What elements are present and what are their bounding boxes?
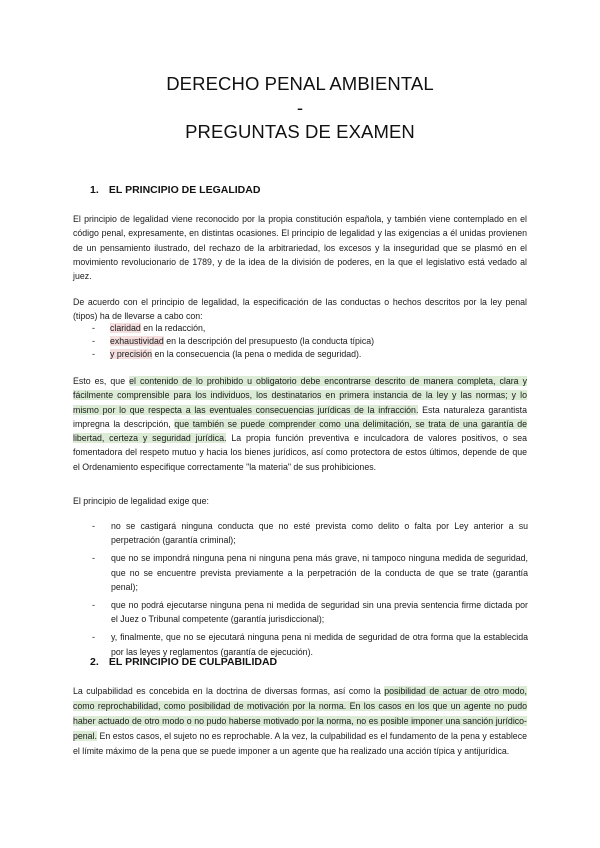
list-item: - que no podrá ejecutarse ninguna pena ni medida de seguridad sin una previa sentencia firme dictada por el Juez o Tribunal competente (garantía jurisdiccional); (92, 598, 528, 626)
list-item: - no se castigará ninguna conducta que no esté prevista como delito o falta por Ley anterior a su perpetración (garantía criminal); (92, 519, 528, 547)
highlight: posibilidad de actuar de otro modo, como reprochabilidad, como posibilidad de motivación por la norma. En los casos en los que un agente no pudo haber actuado de otro modo o no pudo haberse motivado por la norma, no es posible imponer una sanción jurídico-penal. (73, 686, 528, 741)
qualities-bullet-list (92, 322, 532, 361)
paragraph-text: La culpabilidad es concebida en la doctrina de diversas formas, así como la (73, 686, 385, 696)
highlight: que también se puede comprender como una delimitación, se trata de una garantía de libertad, certeza y seguridad jurídica. (73, 418, 527, 444)
list-item (92, 348, 532, 361)
paragraph-text: Esto es, que (73, 376, 130, 386)
section-1-paragraph-1: El principio de legalidad viene reconocido por la propia constitución española, y también viene contemplado en el código penal, expresamente, en distintas ocasiones. El principio de legalidad y las exigencias a él unidas provienen de un pensamiento ilustrado, del rechazo de la arbitrariedad, los excesos y la inseguridad que se plasmó en el movimiento revolucionario de 1789, y de la idea de la división de poderes, en la que el legislativo está vedado al juez. (73, 214, 527, 282)
section-2-heading (90, 656, 277, 668)
highlight: el contenido de lo prohibido u obligatorio debe encontrarse descrito de manera completa, clara y fácilmente comprensible para los individuos, los destinatarios en primera instancia de la ley y las normas; y lo mismo por lo que respecta a las eventuales consecuencias jurídicas de la infracción. (73, 376, 527, 415)
section-1-number: 1. (90, 184, 99, 196)
list-item-text: en la descripción del presupuesto (la conducta típica) (163, 336, 375, 346)
highlight: claridad (110, 323, 141, 333)
list-item-text: en la consecuencia (la pena o medida de seguridad). (152, 349, 362, 359)
list-item (92, 335, 532, 348)
list-item: - y, finalmente, que no se ejecutará ninguna pena ni medida de seguridad de otra forma que la establecida por las leyes y reglamentos (garantía de ejecución). (92, 630, 528, 658)
paragraph-text: Esta naturaleza garantista impregna la descripción, (73, 404, 527, 429)
section-1-paragraph-2: De acuerdo con el principio de legalidad, la especificación de las conductas o hechos descritos por la ley penal (tipos) ha de llevarse a cabo con: (73, 297, 527, 322)
highlight: y precisión (110, 349, 153, 359)
section-1-paragraph-4: El principio de legalidad exige que: (73, 496, 209, 506)
paragraph-text: En estos casos, el sujeto no es reprochable. A la vez, la culpabilidad es el fundamento de la pena y establece el límite máximo de la pena que se puede imponer a un agente que ha realizado una acción típica y antijurídica. (73, 731, 527, 756)
list-item-text: en la redacción, (140, 323, 206, 333)
document-title-line-3: PREGUNTAS DE EXAMEN (185, 121, 415, 142)
section-1-heading (90, 184, 260, 196)
requirements-list (92, 519, 528, 659)
section-1-heading-text: EL PRINCIPIO DE LEGALIDAD (108, 184, 261, 196)
section-2-heading-text: EL PRINCIPIO DE CULPABILIDAD (108, 656, 278, 668)
highlight: exhaustividad (110, 336, 164, 346)
section-2-number: 2. (90, 656, 99, 668)
section-1-paragraph-3 (73, 374, 527, 474)
paragraph-text: La propia función preventiva e inculcadora de valores positivos, o sea fomentadora del respeto mutuo y hacia los bienes jurídicos, así como protectora de estos últimos, depende de que el Ordenamiento especifique correctamente "la materia" de sus prohibiciones. (73, 433, 527, 472)
section-2-paragraph-1 (73, 684, 527, 759)
document-title-line-2: - (296, 97, 304, 118)
document-title-line-1: DERECHO PENAL AMBIENTAL (166, 73, 434, 94)
list-item: - que no se impondrá ninguna pena ni ninguna pena más grave, ni tampoco ninguna medida de seguridad, que no se encuentre prevista previamente a la perpetración de la conducta de que se trate (garantía penal); (92, 551, 528, 594)
list-item (92, 322, 532, 335)
